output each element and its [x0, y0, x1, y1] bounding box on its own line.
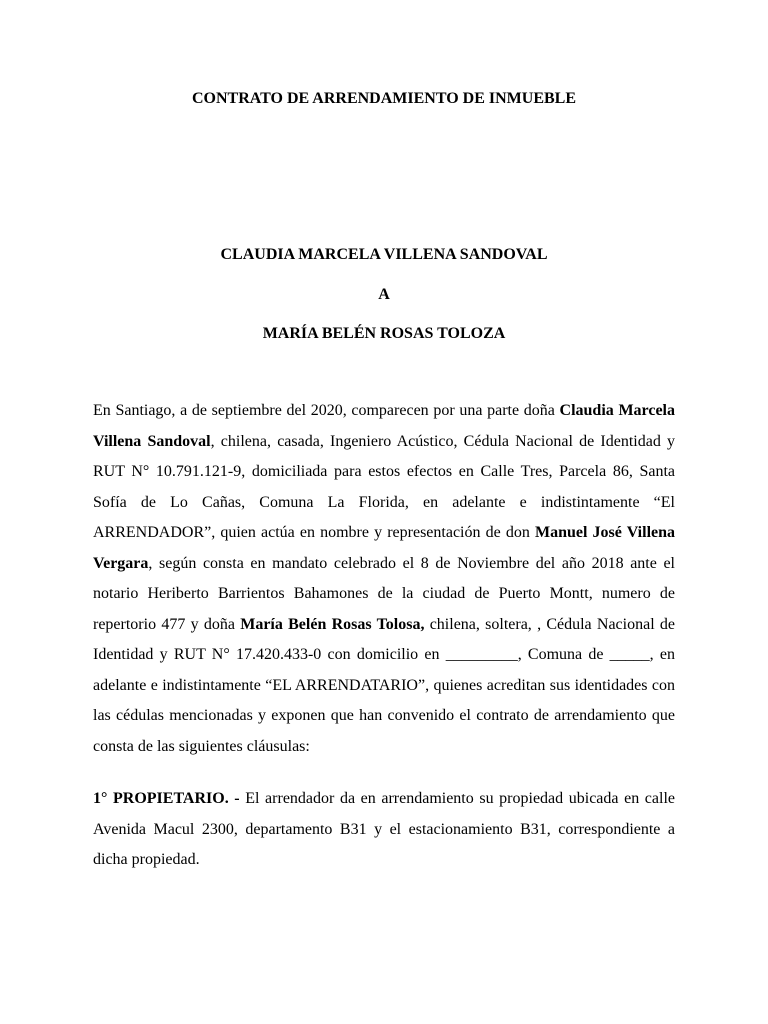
intro-text-2: , chilena, casada, Ingeniero Acústico, Cédula Nacional de Identidad y RUT N° 10.791.121-9, domiciliada para estos efectos en Calle Tres, Parcela 86, Santa Sofía de Lo Cañas, Comuna La Florida, en adelante e indistintamente “El ARRENDADOR”, quien actúa en nombre y representación de don — [93, 432, 676, 541]
clause-1-heading: 1° PROPIETARIO. - — [93, 790, 240, 807]
arrendador-name: Claudia Marcela Villena Sandoval — [93, 402, 676, 450]
arrendatario-name: María Belén Rosas Tolosa, — [240, 615, 425, 633]
intro-text-3: , según consta en mandato celebrado el 8 de Noviembre del año 2018 ante el notario Heriberto Barrientos Bahamones de la ciudad de Puerto Montt, numero de repertorio 477 y doña — [93, 554, 675, 633]
party-one-name: CLAUDIA MARCELA VILLENA SANDOVAL — [220, 246, 548, 263]
intro-text-1: En Santiago, a de septiembre del 2020, comparecen por una parte doña — [93, 402, 560, 419]
party-connector: A — [378, 286, 390, 303]
intro-text-4: chilena, soltera, , Cédula Nacional de Identidad y RUT N° 17.420.433-0 con domicilio en _________, Comuna de _____, en adelante e indistintamente “EL ARRENDATARIO”, quienes acreditan sus identidades con las cédulas mencionadas y exponen que han convenido el contrato de arrendamiento que consta de las siguientes cláusulas: — [93, 615, 676, 755]
clause-1-paragraph — [93, 784, 675, 876]
intro-paragraph — [93, 396, 675, 762]
representado-name: Manuel José Villena Vergara — [93, 524, 676, 572]
clause-1-text: El arrendador da en arrendamiento su propiedad ubicada en calle Avenida Macul 2300, departamento B31 y el estacionamiento B31, correspondiente a dicha propiedad. — [93, 790, 676, 868]
document-title: CONTRATO DE ARRENDAMIENTO DE INMUEBLE — [191, 90, 577, 107]
party-two-name: MARÍA BELÉN ROSAS TOLOZA — [262, 325, 506, 342]
